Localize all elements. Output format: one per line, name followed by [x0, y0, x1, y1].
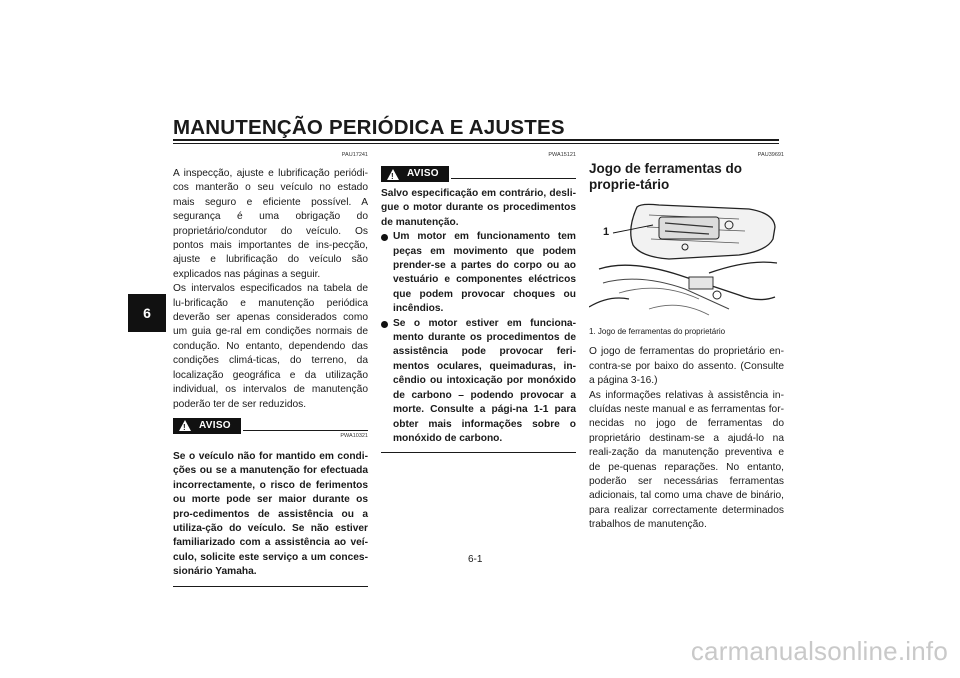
warning-bullets [381, 230, 576, 446]
toolkit-illustration [589, 199, 779, 319]
figure-callout: 1 [603, 226, 610, 238]
figure-caption: 1. Jogo de ferramentas do proprietário [589, 327, 726, 336]
bullet-icon [381, 321, 388, 328]
toolkit-photo [589, 199, 779, 319]
warning-end-rule [173, 586, 368, 587]
toolkit-info-paragraph: As informações relativas à assistência in-cluídas neste manual e as ferramentas for-necidas no jogo de ferramentas do proprietário destinam-se a ajudá-lo na reali-zação da manutenção preventiva e de pe-quenas reparações. No entanto, poderão ser necessárias ferramentas adicionais, tal como uma chave de binário, para realizar correctamente determinados trabalhos de manutenção. [589, 389, 784, 531]
right-column [589, 152, 784, 533]
warning-triangle-icon [179, 420, 191, 431]
list-item: Se o motor estiver em funciona-mento durante os procedimentos de assistência pode provocar feri-mentos oculares, queimaduras, in-cêndio ou intoxicação por monóxido de carbono – podendo provocar a morte. Consulte a pági-na 1-1 para obter mais informações sobre o monóxido de carbono. [381, 317, 576, 447]
list-item: Um motor em funcionamento tem peças em movimento que podem prender-se a partes do corpo ou ao vestuário e componentes eléctricos que podem provocar choques ou incêndios. [381, 230, 576, 316]
warning-text: Se o veículo não for mantido em condi-ções ou se a manutenção for efectuada incorrectamente, o risco de ferimentos ou morte pode ser maior durante os pro-cedimentos de assistência ou a utiliza-ção do veículo. Se não estiver familiarizado com a assistência ao veí-culo, solicite este serviço a um conces-sionário Yamaha. [173, 450, 368, 578]
section-title: Jogo de ferramentas do proprie-tário [589, 161, 743, 192]
chapter-tab: 6 [128, 294, 166, 332]
warning-header [173, 415, 368, 437]
aviso-label: AVISO [199, 419, 231, 431]
page-number: 6-1 [468, 554, 483, 565]
middle-column [381, 152, 576, 453]
intervals-paragraph: Os intervalos especificados na tabela de lu-brificação e manutenção periódica deverão ser apenas considerados como um guia ge-ral em condições normais de condução. No entanto, dependendo das condições climá-ticas, do terreno, da localização geográfica e da utilização individual, os intervalos de manutenção poderão ter de ser reduzidos. [173, 283, 368, 410]
left-column [173, 152, 368, 587]
warning-header [381, 163, 576, 185]
warning-code: PWA15121 [548, 152, 576, 158]
section-code: PAU17241 [341, 152, 368, 158]
aviso-label: AVISO [407, 167, 439, 179]
aviso-badge [381, 166, 449, 182]
warning-end-rule [381, 452, 576, 453]
toolkit-location-paragraph: O jogo de ferramentas do proprietário en-contra-se por baixo do assento. (Consulte a página 3-16.) [589, 346, 784, 387]
title-rule [173, 139, 779, 141]
page-title: MANUTENÇÃO PERIÓDICA E AJUSTES [173, 116, 565, 139]
title-rule-thin [173, 143, 779, 144]
watermark: carmanualsonline.info [690, 636, 948, 666]
aviso-badge [173, 418, 241, 434]
warning-triangle-icon [387, 169, 399, 180]
warning-code: PWA10321 [340, 432, 368, 439]
bullet-icon [381, 234, 388, 241]
intro-paragraph: A inspecção, ajuste e lubrificação periódi-cos manterão o seu veículo no estado mais seguro e eficiente possível. A segurança é uma obrigação do proprietário/condutor do veículo. Os pontos mais importantes de ins-pecção, ajuste e lubrificação do veículo são explicados nas páginas a seguir. [173, 168, 368, 280]
warning-rule [451, 178, 576, 179]
warning-rule [243, 430, 368, 431]
warning-intro: Salvo especificação em contrário, desli-gue o motor durante os procedimentos de manutenção. [381, 188, 576, 228]
section-code: PAU39691 [757, 152, 784, 158]
